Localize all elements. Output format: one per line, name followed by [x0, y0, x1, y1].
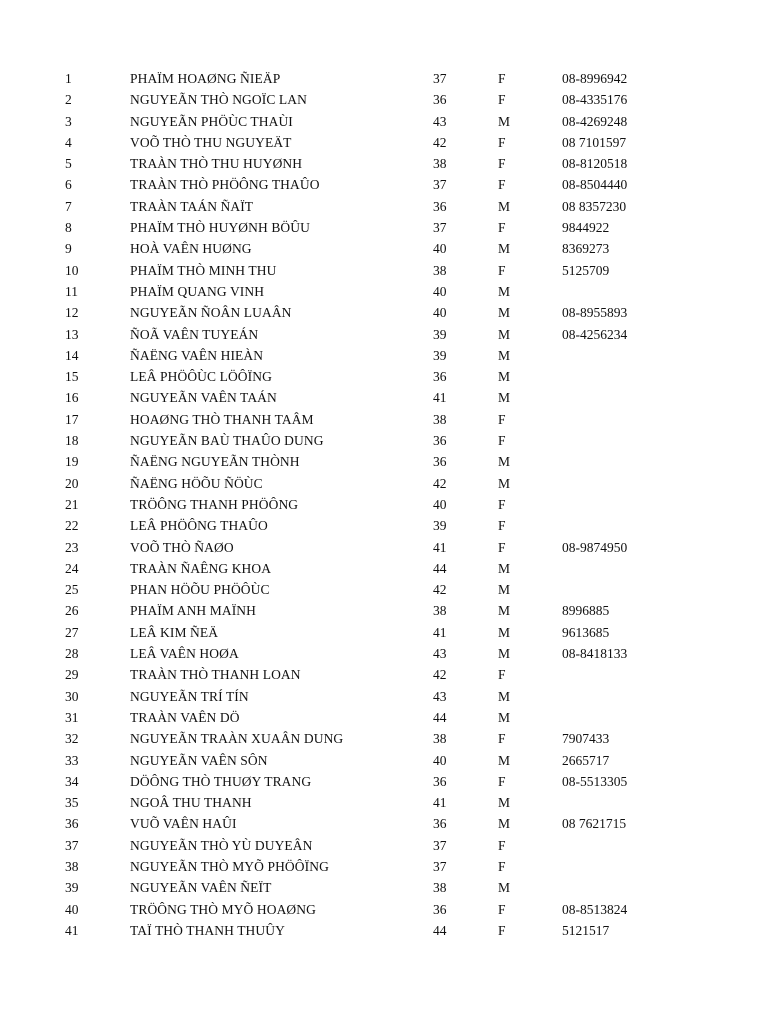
phone-number: 08-8996942	[562, 71, 628, 86]
phone-number: 5125709	[562, 262, 610, 278]
age-value: 36	[433, 369, 447, 385]
phone-number: 08-9874950	[562, 539, 628, 555]
age-value: 39	[433, 518, 447, 534]
sex-value: F	[498, 901, 506, 917]
row-number: 1	[65, 71, 72, 86]
phone-number: 5121517	[562, 922, 610, 938]
row-number: 23	[65, 539, 79, 555]
age-value: 38	[433, 880, 447, 896]
age-value: 40	[433, 241, 447, 257]
age-value: 38	[433, 411, 447, 427]
age-value: 42	[433, 134, 447, 150]
sex-value: M	[498, 347, 511, 363]
table-row	[0, 387, 768, 408]
sex-value: M	[498, 475, 511, 491]
person-name: TAÏ THÒ THANH THUÛY	[130, 922, 285, 938]
row-number: 29	[65, 667, 79, 683]
row-number: 17	[65, 411, 79, 427]
sex-value: M	[498, 241, 511, 257]
table-row	[0, 600, 768, 621]
table-row	[0, 89, 768, 110]
contact-list-table	[0, 68, 768, 941]
row-number: 9	[65, 241, 72, 257]
row-number: 5	[65, 156, 72, 172]
person-name: TRAÀN THÒ THU HUYØNH	[130, 156, 303, 172]
row-number: 12	[65, 305, 79, 321]
person-name: TRAÀN TAÁN ÑAÏT	[130, 198, 254, 214]
sex-value: M	[498, 390, 511, 406]
person-name: TRÖÔNG THÒ MYÕ HOAØNG	[130, 901, 316, 917]
table-row	[0, 771, 768, 792]
table-row	[0, 281, 768, 302]
phone-number: 8996885	[562, 603, 610, 619]
sex-value: M	[498, 752, 511, 768]
phone-number: 08-4269248	[562, 113, 628, 129]
row-number: 39	[65, 880, 79, 896]
table-row	[0, 899, 768, 920]
row-number: 4	[65, 134, 72, 150]
age-value: 41	[433, 795, 447, 811]
sex-value: M	[498, 709, 511, 725]
phone-number: 08 7621715	[562, 816, 627, 832]
age-value: 40	[433, 752, 447, 768]
sex-value: M	[498, 198, 511, 214]
table-row	[0, 792, 768, 813]
person-name: NGUYEÃN VAÊN SÔN	[130, 752, 268, 768]
sex-value: F	[498, 92, 506, 108]
row-number: 3	[65, 113, 72, 129]
sex-value: M	[498, 305, 511, 321]
sex-value: F	[498, 539, 506, 555]
phone-number: 9613685	[562, 624, 610, 640]
table-row	[0, 920, 768, 941]
table-row	[0, 302, 768, 323]
person-name: PHAÏM ANH MAÏNH	[130, 603, 257, 619]
person-name: HOAØNG THÒ THANH TAÂM	[130, 411, 314, 427]
table-row	[0, 537, 768, 558]
table-row	[0, 238, 768, 259]
phone-number: 08-8418133	[562, 646, 628, 662]
age-value: 37	[433, 71, 447, 86]
person-name: TRAÀN THÒ PHÖÔNG THAÛO	[130, 177, 320, 193]
sex-value: M	[498, 624, 511, 640]
sex-value: M	[498, 688, 511, 704]
sex-value: F	[498, 262, 506, 278]
sex-value: F	[498, 156, 506, 172]
table-row	[0, 451, 768, 472]
age-value: 42	[433, 667, 447, 683]
row-number: 6	[65, 177, 72, 193]
table-row	[0, 707, 768, 728]
phone-number: 08-8513824	[562, 901, 628, 917]
sex-value: F	[498, 667, 506, 683]
table-row	[0, 728, 768, 749]
age-value: 40	[433, 305, 447, 321]
sex-value: F	[498, 518, 506, 534]
row-number: 16	[65, 390, 79, 406]
person-name: HOÀ VAÊN HUØNG	[130, 241, 252, 257]
sex-value: F	[498, 773, 506, 789]
age-value: 36	[433, 433, 447, 449]
row-number: 21	[65, 496, 79, 512]
sex-value: M	[498, 113, 511, 129]
row-number: 32	[65, 731, 79, 747]
table-row	[0, 153, 768, 174]
person-name: LEÂ PHÖÔNG THAÛO	[130, 518, 268, 534]
person-name: PHAÏM THÒ HUYØNH BÖÛU	[130, 220, 310, 236]
person-name: NGUYEÃN PHÖÙC THAÙI	[130, 113, 293, 129]
sex-value: M	[498, 646, 511, 662]
age-value: 36	[433, 901, 447, 917]
phone-number: 8369273	[562, 241, 610, 257]
age-value: 43	[433, 113, 447, 129]
age-value: 38	[433, 603, 447, 619]
table-row	[0, 174, 768, 195]
person-name: NGUYEÃN THÒ NGOÏC LAN	[130, 92, 307, 108]
row-number: 20	[65, 475, 79, 491]
row-number: 15	[65, 369, 79, 385]
person-name: LEÂ VAÊN HOØA	[130, 646, 239, 662]
table-row	[0, 579, 768, 600]
person-name: NGUYEÃN VAÊN TAÁN	[130, 390, 277, 406]
person-name: PHAÏM HOAØNG ÑIEÄP	[130, 71, 281, 86]
phone-number: 9844922	[562, 220, 610, 236]
table-row	[0, 856, 768, 877]
age-value: 41	[433, 624, 447, 640]
age-value: 37	[433, 858, 447, 874]
person-name: PHAÏM QUANG VINH	[130, 283, 265, 299]
sex-value: M	[498, 582, 511, 598]
row-number: 19	[65, 454, 79, 470]
age-value: 39	[433, 347, 447, 363]
sex-value: F	[498, 858, 506, 874]
sex-value: M	[498, 369, 511, 385]
table-row	[0, 515, 768, 536]
person-name: ÑAËNG VAÊN HIEÀN	[130, 347, 264, 363]
row-number: 24	[65, 560, 79, 576]
person-name: TRÖÔNG THANH PHÖÔNG	[130, 496, 299, 512]
sex-value: M	[498, 454, 511, 470]
phone-number: 08-4335176	[562, 92, 628, 108]
age-value: 38	[433, 156, 447, 172]
table-row	[0, 430, 768, 451]
age-value: 36	[433, 92, 447, 108]
row-number: 8	[65, 220, 72, 236]
row-number: 37	[65, 837, 79, 853]
age-value: 42	[433, 475, 447, 491]
table-row	[0, 196, 768, 217]
person-name: TRAÀN VAÊN DÖ	[130, 709, 240, 725]
sex-value: M	[498, 603, 511, 619]
row-number: 22	[65, 518, 79, 534]
sex-value: F	[498, 220, 506, 236]
sex-value: F	[498, 496, 506, 512]
phone-number: 08-8504440	[562, 177, 628, 193]
person-name: NGUYEÃN THÒ YÙ DUYEÂN	[130, 837, 313, 853]
row-number: 18	[65, 433, 79, 449]
person-name: TRAÀN ÑAÊNG KHOA	[130, 560, 272, 576]
row-number: 40	[65, 901, 79, 917]
row-number: 27	[65, 624, 79, 640]
person-name: VOÕ THÒ ÑAØO	[130, 539, 234, 555]
phone-number: 08-8955893	[562, 305, 628, 321]
phone-number: 2665717	[562, 752, 610, 768]
age-value: 39	[433, 326, 447, 342]
row-number: 25	[65, 582, 79, 598]
age-value: 43	[433, 688, 447, 704]
age-value: 37	[433, 177, 447, 193]
row-number: 11	[65, 283, 78, 299]
table-row	[0, 877, 768, 898]
row-number: 34	[65, 773, 79, 789]
row-number: 14	[65, 347, 79, 363]
sex-value: F	[498, 411, 506, 427]
sex-value: M	[498, 880, 511, 896]
row-number: 10	[65, 262, 79, 278]
sex-value: F	[498, 177, 506, 193]
sex-value: M	[498, 283, 511, 299]
sex-value: M	[498, 795, 511, 811]
phone-number: 08-4256234	[562, 326, 628, 342]
age-value: 44	[433, 922, 447, 938]
phone-number: 08 8357230	[562, 198, 627, 214]
row-number: 36	[65, 816, 79, 832]
row-number: 26	[65, 603, 79, 619]
age-value: 41	[433, 539, 447, 555]
person-name: LEÂ PHÖÔÙC LÖÔÏNG	[130, 369, 272, 385]
table-row	[0, 366, 768, 387]
table-row	[0, 409, 768, 430]
age-value: 37	[433, 837, 447, 853]
person-name: NGUYEÃN TRAÀN XUAÂN DUNG	[130, 731, 344, 747]
age-value: 44	[433, 560, 447, 576]
person-name: NGOÂ THU THANH	[130, 795, 252, 811]
phone-number: 08-8120518	[562, 156, 628, 172]
person-name: VOÕ THÒ THU NGUYEÄT	[130, 134, 292, 150]
age-value: 38	[433, 262, 447, 278]
table-row	[0, 132, 768, 153]
row-number: 31	[65, 709, 79, 725]
table-row	[0, 750, 768, 771]
table-row	[0, 813, 768, 834]
person-name: NGUYEÃN VAÊN ÑEÏT	[130, 880, 272, 896]
person-name: ÑAËNG HÖÕU ÑÖÙC	[130, 475, 263, 491]
row-number: 35	[65, 795, 79, 811]
sex-value: M	[498, 326, 511, 342]
person-name: NGUYEÃN THÒ MYÕ PHÖÔÏNG	[130, 858, 329, 874]
table-row	[0, 68, 768, 89]
person-name: TRAÀN THÒ THANH LOAN	[130, 667, 301, 683]
sex-value: M	[498, 816, 511, 832]
sex-value: F	[498, 837, 506, 853]
phone-number: 08-5513305	[562, 773, 628, 789]
row-number: 13	[65, 326, 79, 342]
age-value: 44	[433, 709, 447, 725]
row-number: 2	[65, 92, 72, 108]
sex-value: M	[498, 560, 511, 576]
age-value: 36	[433, 816, 447, 832]
person-name: LEÂ KIM ÑEÄ	[130, 624, 219, 640]
age-value: 43	[433, 646, 447, 662]
age-value: 40	[433, 283, 447, 299]
table-row	[0, 260, 768, 281]
row-number: 33	[65, 752, 79, 768]
person-name: NGUYEÃN BAÙ THAÛO DUNG	[130, 433, 324, 449]
age-value: 36	[433, 454, 447, 470]
sex-value: F	[498, 433, 506, 449]
table-row	[0, 473, 768, 494]
phone-number: 08 7101597	[562, 134, 627, 150]
table-row	[0, 111, 768, 132]
age-value: 42	[433, 582, 447, 598]
age-value: 36	[433, 198, 447, 214]
person-name: NGUYEÃN ÑOÂN LUAÂN	[130, 305, 292, 321]
age-value: 40	[433, 496, 447, 512]
table-row	[0, 558, 768, 579]
sex-value: F	[498, 71, 506, 86]
row-number: 38	[65, 858, 79, 874]
table-row	[0, 622, 768, 643]
table-row	[0, 217, 768, 238]
table-row	[0, 643, 768, 664]
age-value: 36	[433, 773, 447, 789]
row-number: 28	[65, 646, 79, 662]
table-row	[0, 324, 768, 345]
person-name: NGUYEÃN TRÍ TÍN	[130, 688, 249, 704]
sex-value: F	[498, 922, 506, 938]
age-value: 38	[433, 731, 447, 747]
sex-value: F	[498, 134, 506, 150]
row-number: 30	[65, 688, 79, 704]
sex-value: F	[498, 731, 506, 747]
person-name: ÑOÃ VAÊN TUYEÁN	[130, 326, 259, 342]
age-value: 41	[433, 390, 447, 406]
phone-number: 7907433	[562, 731, 610, 747]
person-name: PHAÏM THÒ MINH THU	[130, 262, 277, 278]
table-row	[0, 835, 768, 856]
person-name: DÖÔNG THÒ THUØY TRANG	[130, 773, 312, 789]
row-number: 41	[65, 922, 79, 938]
table-row	[0, 345, 768, 366]
age-value: 37	[433, 220, 447, 236]
person-name: PHAN HÖÕU PHÖÔÙC	[130, 582, 270, 598]
row-number: 7	[65, 198, 72, 214]
table-row	[0, 664, 768, 685]
person-name: VUÕ VAÊN HAÛI	[130, 816, 237, 832]
table-row	[0, 494, 768, 515]
person-name: ÑAËNG NGUYEÃN THÒNH	[130, 454, 300, 470]
table-row	[0, 686, 768, 707]
